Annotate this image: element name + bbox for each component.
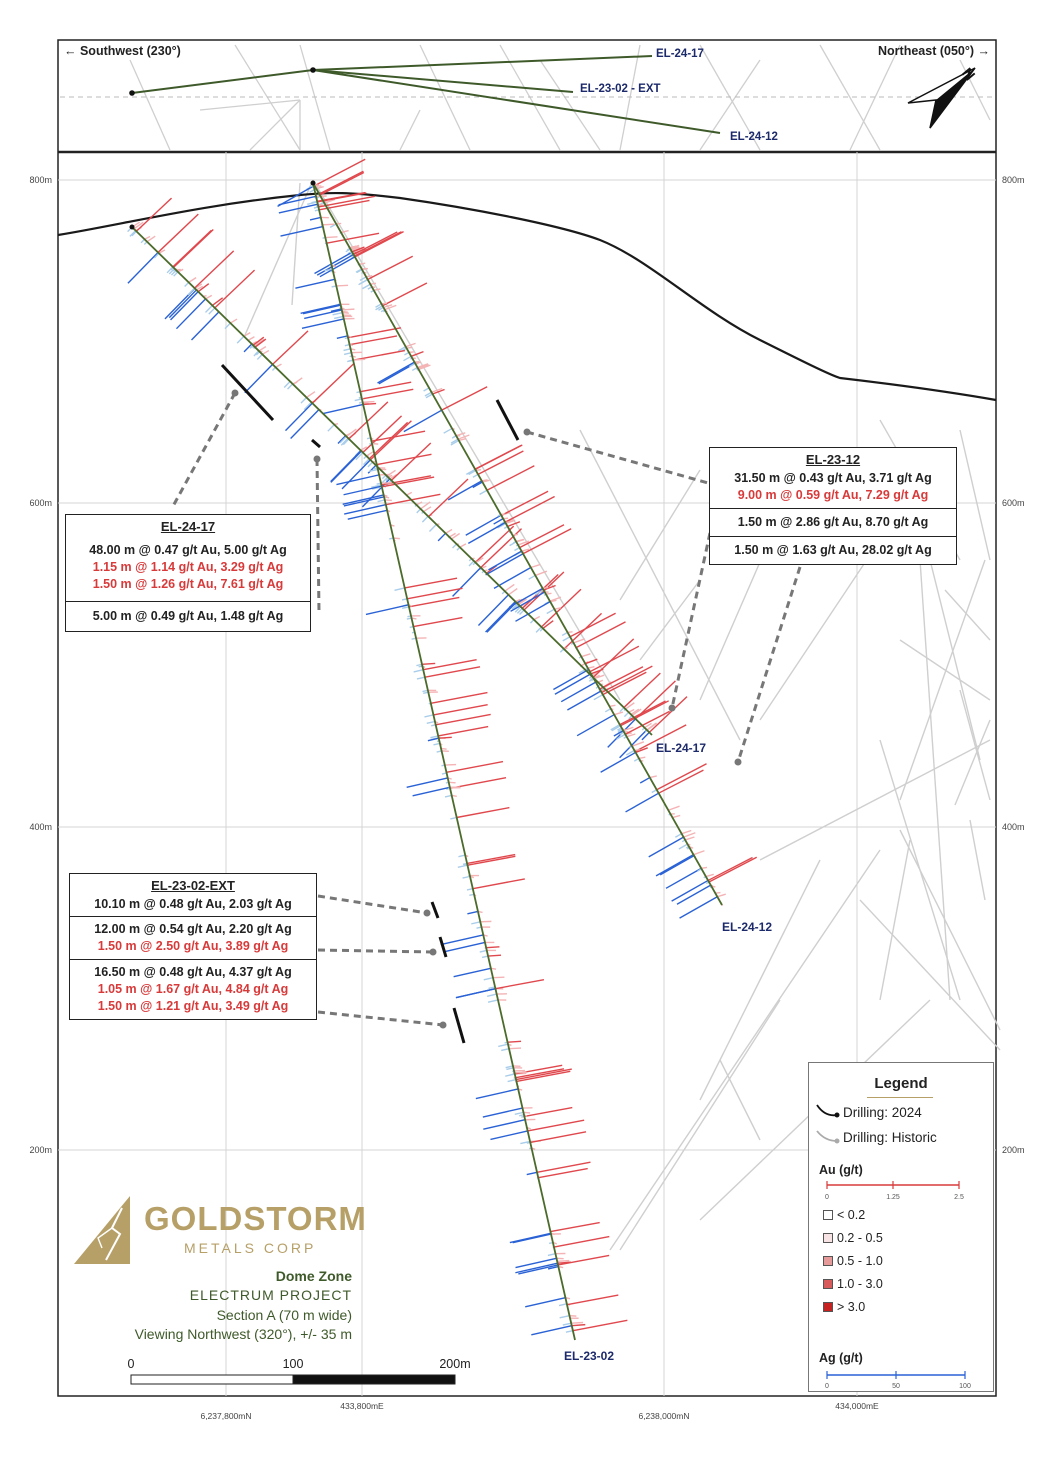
callout-box-el-23-12	[709, 447, 957, 565]
au-class-swatch	[823, 1256, 833, 1266]
section-label-el-24-17: EL-24-17	[656, 741, 707, 755]
legend-title-underline	[867, 1097, 933, 1098]
intercept-line: 9.00 m @ 0.59 g/t Au, 7.29 g/t Ag	[737, 488, 929, 502]
au-assay-bar	[336, 285, 348, 286]
brand-name: GOLDSTORM	[144, 1200, 367, 1237]
au-assay-bar	[445, 765, 456, 766]
callout-title-el-23-02-ext: EL-23-02-EXT	[151, 878, 235, 893]
au-assay-bar	[486, 947, 499, 948]
intercept-line: 16.50 m @ 0.48 g/t Au, 4.37 g/t Ag	[94, 965, 292, 979]
au-assay-bar	[493, 977, 504, 978]
au-class-label: 1.0 - 3.0	[837, 1277, 883, 1291]
elevation-labels-right	[1002, 175, 1025, 1155]
intercept-line: 1.50 m @ 2.86 g/t Au, 8.70 g/t Ag	[737, 515, 929, 529]
elev-right-400: 400m	[1002, 822, 1025, 832]
au-tick-1-25: 1.25	[886, 1194, 900, 1201]
au-class-label: < 0.2	[837, 1208, 866, 1222]
plan-label-el-24-17: EL-24-17	[656, 48, 704, 60]
section-label-el-23-02: EL-23-02	[564, 1349, 615, 1363]
au-class-swatch	[823, 1302, 833, 1312]
callout-group	[70, 916, 316, 959]
legend-au-class	[823, 1254, 883, 1268]
legend-au-scale	[819, 1177, 969, 1205]
legend-title: Legend	[874, 1075, 928, 1092]
callout-group	[66, 534, 310, 601]
au-assay-bar	[422, 663, 435, 664]
legend-drilling-historic: Drilling: Historic	[843, 1130, 937, 1145]
southwest-direction: ← Southwest (230°)	[64, 44, 181, 58]
scale-label-0: 0	[127, 1357, 135, 1371]
intercept-line: 5.00 m @ 0.49 g/t Au, 1.48 g/t Ag	[92, 609, 284, 623]
callout-box-el-24-17	[65, 514, 311, 632]
callout-group	[710, 536, 956, 564]
callout-title-el-24-17: EL-24-17	[160, 519, 216, 534]
intercept-line: 1.50 m @ 1.21 g/t Au, 3.49 g/t Ag	[97, 999, 289, 1013]
legend-ag-scale	[819, 1369, 969, 1393]
intercept-line: 10.10 m @ 0.48 g/t Au, 2.03 g/t Ag	[94, 897, 292, 911]
elev-right-200: 200m	[1002, 1145, 1025, 1155]
intercept-line: 12.00 m @ 0.54 g/t Au, 2.20 g/t Ag	[94, 922, 292, 936]
elev-left-800: 800m	[29, 175, 52, 185]
caption-zone: Dome Zone	[275, 1268, 352, 1284]
caption-project: ELECTRUM PROJECT	[189, 1287, 352, 1303]
collar-el-24-17	[130, 225, 135, 230]
au-assay-bar	[488, 955, 501, 956]
au-class-label: > 3.0	[837, 1300, 866, 1314]
au-tick-2-5: 2.5	[954, 1194, 964, 1201]
grid-label-6237800mn: 6,237,800mN	[200, 1411, 252, 1421]
caption-viewing: Viewing Northwest (320°), +/- 35 m	[134, 1326, 352, 1342]
elev-left-400: 400m	[29, 822, 52, 832]
scale-label-100: 100	[282, 1357, 304, 1371]
au-assay-bar	[322, 224, 334, 225]
plan-collar-el-23-02	[310, 67, 316, 73]
au-assay-bar	[325, 237, 337, 238]
au-class-label: 0.5 - 1.0	[837, 1254, 883, 1268]
legend	[808, 1062, 994, 1392]
ag-tick-0: 0	[825, 1383, 829, 1390]
intercept-line: 1.50 m @ 1.63 g/t Au, 28.02 g/t Ag	[734, 543, 932, 557]
callout-title-el-23-12: EL-23-12	[805, 452, 861, 467]
grid-label-433800me: 433,800mE	[340, 1401, 384, 1411]
drilling-historic-line-icon	[817, 1131, 837, 1141]
collar-el-23-02	[311, 181, 316, 186]
legend-line-icons	[815, 1101, 845, 1151]
au-assay-bar	[515, 1072, 527, 1073]
au-class-swatch	[823, 1233, 833, 1243]
map-caption	[80, 1268, 352, 1348]
au-assay-bar	[363, 402, 375, 403]
intercept-line: 1.50 m @ 2.50 g/t Au, 3.89 g/t Ag	[97, 939, 289, 953]
plan-label-el-23-02-ext: EL-23-02 - EXT	[580, 83, 661, 95]
au-class-swatch	[823, 1279, 833, 1289]
ag-tick-100: 100	[959, 1383, 971, 1390]
callout-group	[70, 893, 316, 916]
grid-label-434000me: 434,000mE	[835, 1401, 879, 1411]
legend-au-title: Au (g/t)	[819, 1163, 863, 1177]
intercept-line: 1.50 m @ 1.26 g/t Au, 7.61 g/t Ag	[92, 577, 284, 591]
caption-section: Section A (70 m wide)	[216, 1307, 352, 1323]
callout-group	[70, 959, 316, 1019]
au-assay-bar	[342, 309, 355, 310]
au-assay-bar	[557, 1261, 569, 1262]
elev-right-600: 600m	[1002, 498, 1025, 508]
plan-label-el-24-12: EL-24-12	[730, 131, 778, 143]
au-assay-bar	[558, 1262, 571, 1263]
north-arrow-label: N	[958, 64, 979, 85]
intercept-line: 31.50 m @ 0.43 g/t Au, 3.71 g/t Ag	[734, 471, 932, 485]
legend-au-class	[823, 1208, 865, 1222]
elev-left-200: 200m	[29, 1145, 52, 1155]
intercept-line: 48.00 m @ 0.47 g/t Au, 5.00 g/t Ag	[89, 543, 287, 557]
au-assay-bar	[439, 737, 452, 738]
legend-au-class	[823, 1300, 865, 1314]
grid-label-6238000mn: 6,238,000mN	[638, 1411, 690, 1421]
intercept-line: 1.15 m @ 1.14 g/t Au, 3.29 g/t Ag	[92, 560, 284, 574]
callout-group	[710, 508, 956, 536]
legend-ag-title: Ag (g/t)	[819, 1351, 863, 1365]
scale-label-200m: 200m	[439, 1357, 471, 1371]
grid-coordinate-labels	[200, 1401, 879, 1421]
au-assay-bar	[571, 1322, 583, 1323]
section-label-el-24-12: EL-24-12	[722, 920, 773, 934]
legend-au-class	[823, 1231, 883, 1245]
au-tick-0: 0	[825, 1194, 829, 1201]
au-class-label: 0.2 - 0.5	[837, 1231, 883, 1245]
au-assay-bar	[508, 1041, 521, 1042]
elev-left-600: 600m	[29, 498, 52, 508]
brand-subname: METALS CORP	[184, 1240, 317, 1256]
callout-group	[66, 601, 310, 631]
elevation-labels-left	[29, 175, 52, 1155]
plan-collar-el-24-17	[129, 90, 135, 96]
goldstorm-logo-icon	[72, 1194, 136, 1266]
au-class-swatch	[823, 1210, 833, 1220]
au-assay-bar	[363, 404, 376, 405]
northeast-direction: Northeast (050°) →	[878, 44, 990, 58]
elev-right-800: 800m	[1002, 175, 1025, 185]
au-assay-bar	[509, 1048, 521, 1049]
callout-group	[710, 467, 956, 508]
legend-drilling-2024: Drilling: 2024	[843, 1105, 922, 1120]
legend-au-class	[823, 1277, 883, 1291]
drilling-2024-line-icon	[817, 1105, 837, 1115]
au-assay-bar	[353, 359, 365, 360]
ag-tick-50: 50	[892, 1383, 900, 1390]
callout-box-el-23-02-ext	[69, 873, 317, 1020]
intercept-line: 1.05 m @ 1.67 g/t Au, 4.84 g/t Ag	[97, 982, 289, 996]
